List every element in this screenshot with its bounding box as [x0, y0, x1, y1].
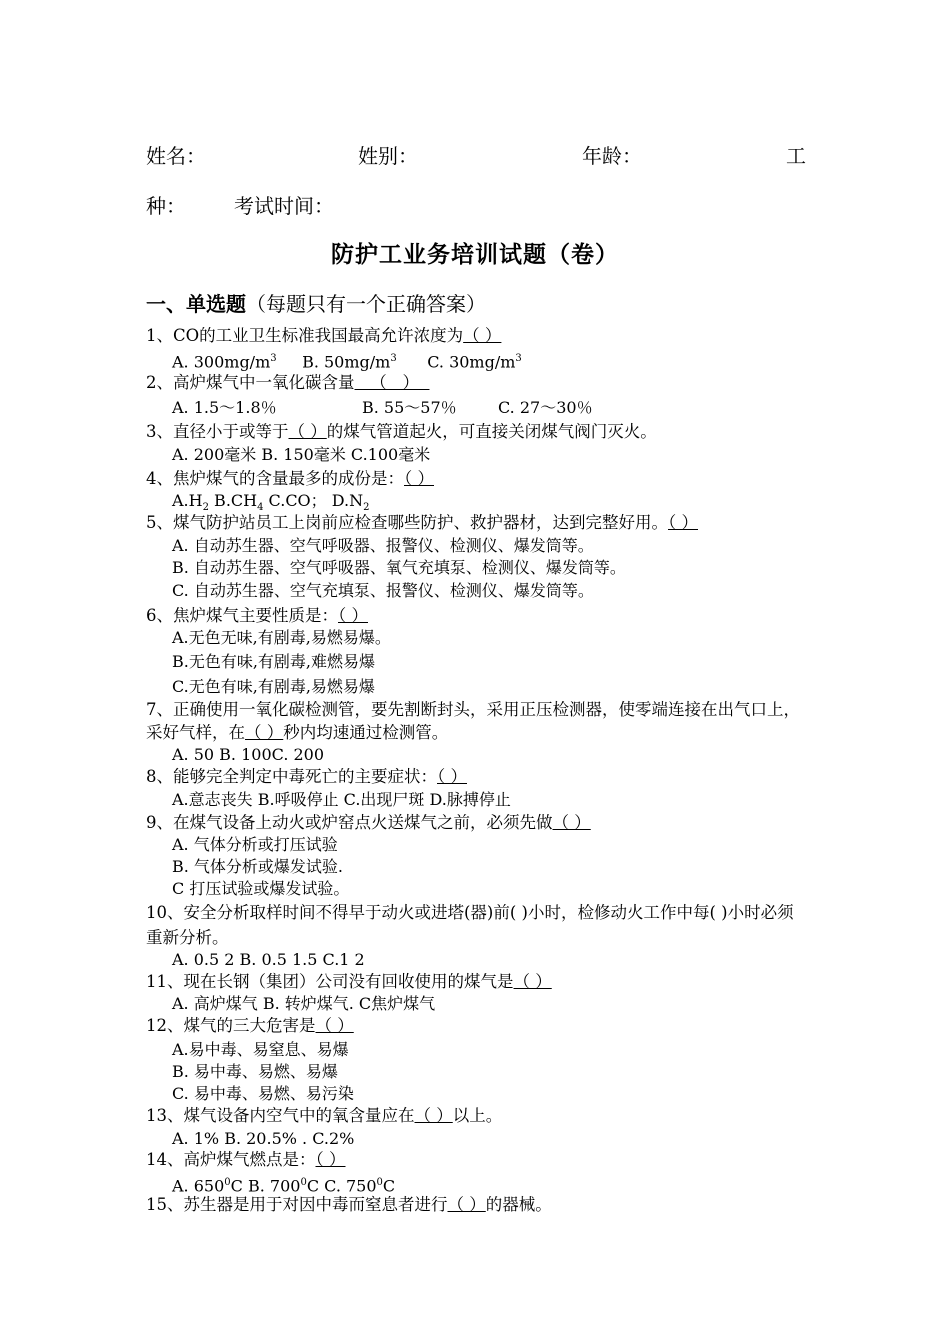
answer-blank[interactable]: （ ） [513, 972, 552, 991]
question-11: 11、现在长钢（集团）公司没有回收使用的煤气是（ ） [146, 972, 552, 991]
question-5-option-c: C. 自动苏生器、空气充填泵、报警仪、检测仪、爆发筒等。 [172, 581, 594, 600]
question-8: 8、能够完全判定中毒死亡的主要症状：（ ） [146, 767, 467, 786]
question-6-option-a: A.无色无味,有剧毒,易燃易爆。 [172, 628, 391, 647]
question-8-options: A.意志丧失 B.呼吸停止 C.出现尸斑 D.脉搏停止 [172, 790, 511, 809]
question-12-option-b: B. 易中毒、易燃、易爆 [172, 1062, 338, 1081]
answer-blank[interactable]: （ ） [552, 813, 591, 832]
answer-blank[interactable]: （ ） [404, 469, 434, 488]
page-title: 防护工业务培训试题（卷） [331, 241, 619, 268]
answer-blank[interactable]: （ ） [245, 722, 284, 742]
question-11-options: A. 高炉煤气 B. 转炉煤气. C焦炉煤气 [172, 994, 436, 1013]
question-5-option-a: A. 自动苏生器、空气呼吸器、报警仪、检测仪、爆发筒等。 [172, 536, 594, 555]
work-type-label-part2: 种： [146, 194, 186, 218]
question-7: 7、正确使用一氧化碳检测管，要先割断封头，采用正压检测器，使零端连接在出气口上，采好气样，在（ ）秒内均速通过检测管。 [146, 700, 800, 742]
answer-blank[interactable]: （ ） [463, 326, 502, 345]
work-type-label-part1: 工 [786, 144, 806, 168]
question-6-option-c: C.无色有味,有剧毒,易燃易爆 [172, 677, 375, 696]
question-13: 13、煤气设备内空气中的氧含量应在（ ）以上。 [146, 1106, 503, 1125]
question-9-option-c: C 打压试验或爆发试验。 [172, 879, 350, 898]
question-13-options: A. 1% B. 20.5% . C.2% [172, 1129, 355, 1148]
section-heading [146, 288, 486, 317]
question-10: 10、安全分析取样时间不得早于动火或进塔(器)前( )小时，检修动火工作中每( )小时必须重新分析。 [146, 903, 794, 947]
question-9: 9、在煤气设备上动火或炉窑点火送煤气之前，必须先做（ ） [146, 813, 591, 832]
age-label: 年龄： [582, 144, 642, 168]
exam-time-label: 考试时间： [234, 194, 334, 218]
question-6: 6、焦炉煤气主要性质是：（ ） [146, 606, 368, 625]
question-4-options: $A.H_2$ $B.CH_4$ C.CO； $D.N_2$ [172, 491, 370, 514]
question-15: 15、苏生器是用于对因中毒而窒息者进行（ ）的器械。 [146, 1195, 552, 1214]
answer-blank[interactable]: （ ） [315, 1016, 354, 1035]
answer-blank[interactable]: （ ） [315, 1150, 346, 1169]
answer-blank[interactable]: （ ） [414, 1106, 453, 1125]
answer-blank[interactable]: （ ） [288, 422, 327, 441]
question-12-option-c: C. 易中毒、易燃、易污染 [172, 1084, 354, 1103]
question-2-options: A. 1.5～1.8％ B. 55～57％ C. 27～30％ [172, 398, 593, 417]
name-label: 姓名： [146, 144, 206, 168]
question-4: 4、焦炉煤气的含量最多的成份是：（ ） [146, 469, 434, 488]
question-3: 3、直径小于或等于（ ）的煤气管道起火，可直接关闭煤气阀门灭火。 [146, 422, 657, 441]
answer-blank[interactable]: （ ） [338, 606, 368, 625]
question-1: 1、CO的工业卫生标准我国最高允许浓度为（ ） [146, 326, 502, 345]
question-3-options: A. 200毫米 B. 150毫米 C.100毫米 [172, 445, 431, 464]
question-1-options: A. $300mg/m^3$ B. $50mg/m^3$ C. $30mg/m^3$ [172, 352, 522, 372]
question-14: 14、高炉煤气燃点是：（ ） [146, 1150, 346, 1169]
question-2: 2、高炉煤气中一氧化碳含量 （ ） [146, 373, 430, 392]
question-5-option-b: B. 自动苏生器、空气呼吸器、氧气充填泵、检测仪、爆发筒等。 [172, 558, 626, 577]
question-9-option-b: B. 气体分析或爆发试验. [172, 857, 344, 876]
answer-blank[interactable]: （ ） [447, 1195, 486, 1214]
question-14-options: A. $650^0C$ B. $700^0C$ C. $750^0C$ [172, 1176, 396, 1196]
section-title: 一、单选题 [146, 292, 246, 316]
gender-label: 姓别： [358, 144, 418, 168]
answer-blank[interactable]: （ ） [668, 513, 698, 532]
question-6-option-b: B.无色有味,有剧毒,难燃易爆 [172, 652, 376, 671]
question-9-option-a: A. 气体分析或打压试验 [172, 835, 338, 854]
question-10-options: A. 0.5 2 B. 0.5 1.5 C.1 2 [172, 950, 365, 969]
question-5: 5、煤气防护站员工上岗前应检查哪些防护、救护器材，达到完整好用。（ ） [146, 513, 698, 532]
question-12: 12、煤气的三大危害是（ ） [146, 1016, 354, 1035]
question-12-option-a: A.易中毒、易窒息、易爆 [172, 1040, 349, 1059]
section-note: （每题只有一个正确答案） [246, 292, 486, 316]
question-7-options: A. 50 B. 100C. 200 [172, 745, 325, 764]
answer-blank[interactable]: （ ） [437, 767, 467, 786]
answer-blank[interactable]: （ ） [354, 373, 430, 392]
